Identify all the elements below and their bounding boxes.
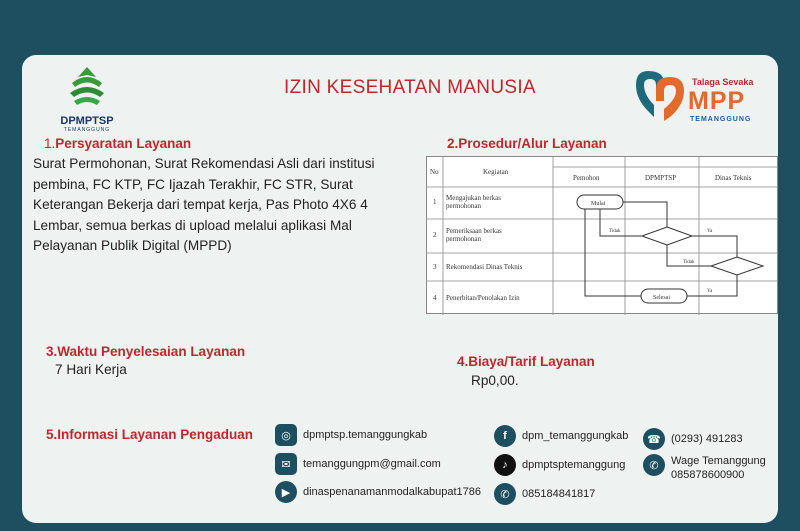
instagram-icon: ◎: [275, 424, 297, 446]
flow-row-activity: permohonan: [446, 202, 481, 210]
section1-heading: [44, 136, 191, 151]
section1-title: Persyaratan Layanan: [55, 136, 192, 151]
flow-decision-node: [711, 257, 763, 275]
facebook-handle: dpm_temanggungkab: [522, 430, 629, 442]
requirements-line: Surat Permohonan, Surat Rekomendasi Asli dari institusi: [33, 156, 375, 171]
procedure-flowchart: [426, 156, 778, 314]
whatsapp-contact-text: [671, 454, 766, 482]
youtube-contact[interactable]: [275, 481, 481, 503]
mpp-name: MPP: [688, 87, 746, 115]
flow-header-lane: Pemohon: [573, 174, 600, 182]
flow-header-no: No: [430, 168, 439, 176]
flow-ya-label: Ya: [707, 289, 713, 294]
flow-start-label: Mulai: [591, 201, 606, 207]
mpp-location: TEMANGGUNG: [690, 116, 752, 123]
processing-time: 7 Hari Kerja: [55, 362, 127, 377]
facebook-icon: f: [494, 425, 516, 447]
tiktok-contact[interactable]: [494, 454, 625, 476]
youtube-channel: dinaspenanamanmodalkabupat1786: [303, 486, 481, 498]
service-fee: Rp0,00.: [471, 373, 519, 388]
requirements-line: pembina, FC KTP, FC Ijazah Terakhir, FC STR, Surat: [33, 176, 353, 192]
requirements-line: Lembar, semua berkas di upload melalui aplikasi Mal: [33, 217, 352, 233]
section2-heading: 2.Prosedur/Alur Layanan: [447, 136, 607, 151]
phone-contact[interactable]: [643, 428, 743, 450]
section4-heading: 4.Biaya/Tarif Layanan: [457, 354, 595, 369]
requirements-line: Keterangan Bekerja dari tempat kerja, Pas Photo 4X6 4: [33, 197, 368, 212]
logo-text: DPMPTSP: [60, 115, 114, 127]
dpmptsp-logo: [52, 65, 122, 133]
flow-row-activity: Mengajukan berkas: [446, 194, 502, 202]
section1-number: 1.: [44, 136, 56, 151]
mpp-tagline: Talaga Sevaka: [692, 77, 754, 87]
flow-end-label: Selesai: [653, 295, 670, 301]
email-contact[interactable]: [275, 453, 441, 475]
flow-header-lane: DPMPTSP: [645, 174, 677, 182]
whatsapp-contact-name: Wage Temanggung: [671, 455, 766, 467]
tiktok-handle: dpmptsptemanggung: [522, 459, 626, 471]
mpp-logo: [630, 65, 768, 127]
whatsapp-contact-2[interactable]: [643, 454, 766, 482]
flow-row-activity: Pemeriksaan berkas: [446, 227, 502, 235]
flow-row-no: 1: [433, 198, 437, 206]
requirements-text: [33, 154, 423, 257]
phone-number: (0293) 491283: [671, 433, 743, 445]
whatsapp-icon: ✆: [643, 454, 665, 476]
requirements-line: Pelayanan Publik Digital (MPPD): [33, 238, 232, 253]
logo-subtext: TEMANGGUNG: [63, 127, 111, 133]
youtube-icon: ▶: [275, 481, 297, 503]
page-title: IZIN KESEHATAN MANUSIA: [284, 77, 536, 98]
flow-tidak-label: Tidak: [683, 260, 695, 265]
instagram-contact[interactable]: [275, 424, 427, 446]
flow-row-no: 2: [433, 231, 437, 239]
flow-header-lane: Dinas Teknis: [715, 174, 752, 182]
whatsapp-icon: ✆: [494, 483, 516, 505]
flow-row-activity: Penerbitan/Penolakan Izin: [446, 294, 520, 302]
whatsapp-contact-number: 085878600900: [671, 469, 745, 481]
instagram-handle: dpmptsp.temanggungkab: [303, 429, 428, 441]
flow-row-no: 3: [433, 263, 437, 271]
email-address: temanggungpm@gmail.com: [303, 458, 441, 470]
phone-icon: ☎: [643, 428, 665, 450]
flow-ya-label: Ya: [707, 229, 713, 234]
flow-row-activity: permohonan: [446, 235, 481, 243]
flow-header-activity: Kegiatan: [483, 168, 509, 176]
whatsapp-contact[interactable]: [494, 483, 595, 505]
flow-row-activity: Rekomendasi Dinas Teknis: [446, 263, 523, 271]
dpmptsp-emblem-icon: [52, 65, 122, 115]
whatsapp-number: 085184841817: [522, 488, 596, 500]
mpp-emblem-icon: [630, 65, 690, 125]
email-icon: ✉: [275, 453, 297, 475]
flow-tidak-label: Tidak: [609, 229, 621, 234]
info-card: [22, 55, 778, 523]
flow-decision-node: [642, 227, 692, 245]
tiktok-icon: ♪: [494, 454, 516, 476]
section5-heading: 5.Informasi Layanan Pengaduan: [46, 427, 254, 442]
facebook-contact[interactable]: [494, 425, 628, 447]
section3-heading: 3.Waktu Penyelesaian Layanan: [46, 344, 246, 359]
flow-row-no: 4: [433, 294, 437, 302]
